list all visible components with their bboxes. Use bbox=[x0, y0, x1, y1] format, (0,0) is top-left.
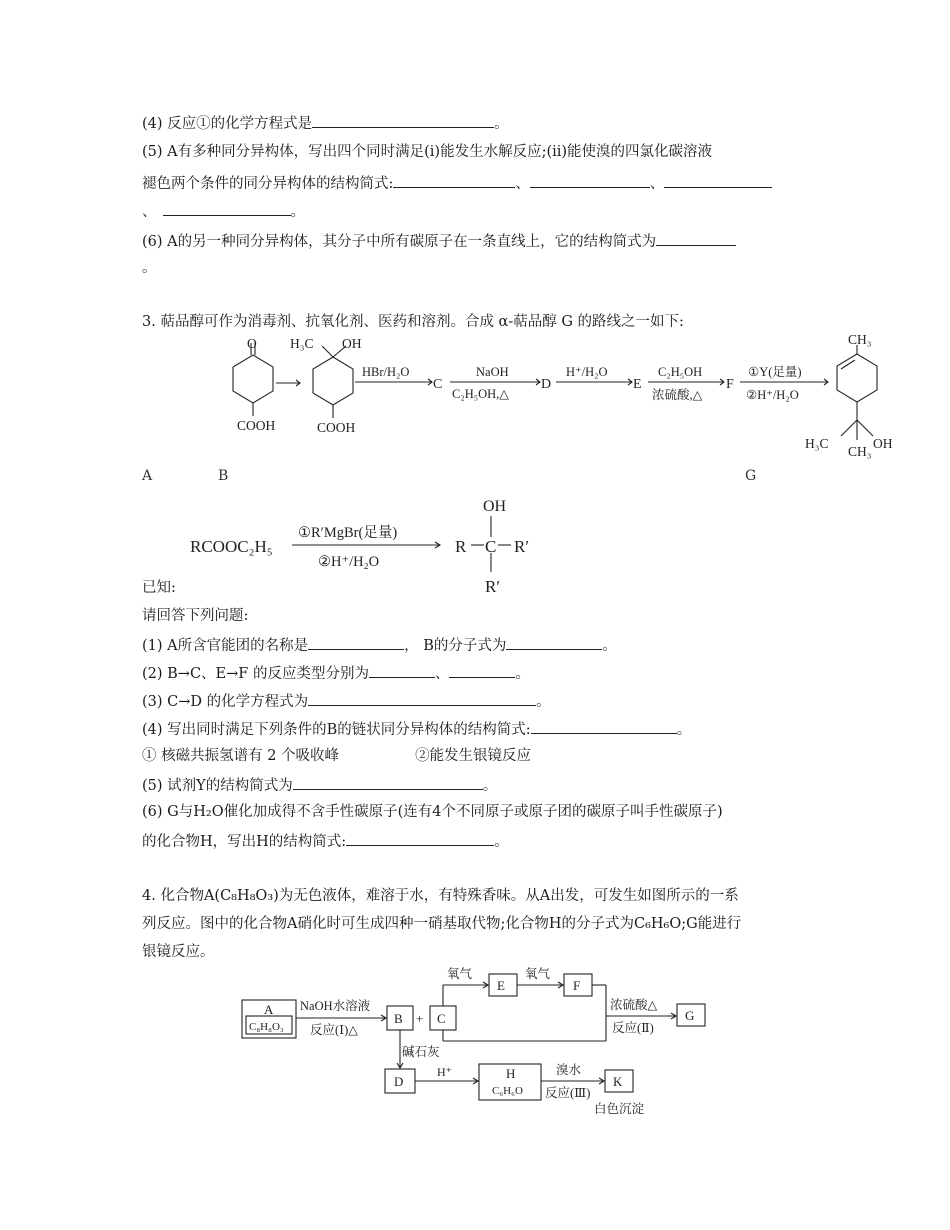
separator: 、 bbox=[434, 666, 450, 682]
flow-react1: 反应(Ⅰ)△ bbox=[310, 1023, 358, 1037]
product-c: C bbox=[485, 537, 497, 556]
a-cooh: COOH bbox=[237, 418, 276, 433]
answer-blank[interactable] bbox=[369, 662, 435, 678]
q4-flow-diagram bbox=[0, 960, 950, 1120]
q3-sub3 bbox=[142, 690, 551, 712]
answer-blank[interactable] bbox=[506, 634, 602, 650]
flow-d: D bbox=[394, 1074, 404, 1089]
q4-line1: 4. 化合物A(C₈H₈O₃)为无色液体，难溶于水，有特殊香味。从A出发，可发生如图所示的一系 bbox=[142, 888, 739, 904]
prev-q6-period: 。 bbox=[142, 260, 157, 276]
separator: 、 bbox=[515, 176, 530, 192]
g-ch3: CH₃ bbox=[848, 332, 872, 347]
reagent-hbr: HBr/H₂O bbox=[362, 365, 410, 379]
q4-line3: 银镜反应。 bbox=[142, 944, 215, 960]
flow-c: C bbox=[437, 1011, 446, 1026]
product-r-prime: R′ bbox=[514, 537, 530, 556]
period: 。 bbox=[515, 666, 530, 682]
period: 。 bbox=[482, 778, 498, 794]
q3-sub5 bbox=[142, 774, 497, 796]
condition-1: ① 核磁共振氢谱有 2 个吸收峰 bbox=[142, 748, 340, 764]
period: 。 bbox=[494, 116, 509, 132]
g-ch3b: CH₃ bbox=[848, 444, 872, 459]
q3-sub2 bbox=[142, 662, 530, 684]
ring-b bbox=[313, 357, 353, 405]
answer-blank[interactable] bbox=[312, 112, 494, 128]
reagent-h-water-2: ②H⁺/H₂O bbox=[746, 388, 799, 402]
answer-blank[interactable] bbox=[449, 662, 515, 678]
answer-blank[interactable] bbox=[664, 172, 772, 188]
flow-react3: 反应(Ⅲ) bbox=[545, 1086, 591, 1100]
separator: 、 bbox=[649, 176, 665, 192]
ester-reactant: RCOOC₂H₅ bbox=[190, 537, 273, 556]
g-oh: OH bbox=[873, 436, 893, 451]
answer-blank[interactable] bbox=[308, 634, 404, 650]
reagent-h2so4: 浓硫酸,△ bbox=[652, 388, 703, 402]
a-ketone-o: O bbox=[247, 336, 257, 351]
g-h3c: H₃C bbox=[805, 436, 829, 451]
q4-line2: 列反应。图中的化合物A硝化时可生成四种一硝基取代物;化合物H的分子式为C₆H₆O;G能进行 bbox=[142, 916, 742, 932]
product-oh: OH bbox=[483, 498, 507, 515]
separator: 、 bbox=[142, 204, 157, 220]
q3-sub6-line1: (6) G与H₂O催化加成得不含手性碳原子(连有4个不同原子或原子团的碳原子叫手性碳原子) bbox=[142, 804, 723, 820]
product-r: R bbox=[455, 537, 467, 556]
flow-a-formula: C₈H₈O₃ bbox=[249, 1021, 284, 1033]
prev-q5-line2 bbox=[142, 172, 772, 194]
period: 。 bbox=[602, 638, 617, 654]
prev-q6-line bbox=[142, 230, 736, 252]
q3-sub2-text: (2) B→C、E→F 的反应类型分别为 bbox=[142, 666, 369, 682]
period: 。 bbox=[536, 694, 551, 710]
b-oh: OH bbox=[342, 336, 362, 351]
compound-c: C bbox=[433, 377, 443, 392]
flow-e: E bbox=[497, 978, 505, 993]
ring-g bbox=[837, 354, 877, 402]
q3-sub3-text: (3) C→D 的化学方程式为 bbox=[142, 694, 309, 710]
q3-sub4-text: (4) 写出同时满足下列条件的B的链状同分异构体的结构简式: bbox=[142, 722, 531, 738]
ask-line: 请回答下列问题: bbox=[142, 608, 249, 624]
flow-h2so4: 浓硫酸△ bbox=[610, 998, 658, 1012]
label-a: A bbox=[142, 468, 153, 484]
answer-blank[interactable] bbox=[308, 690, 536, 706]
q3-conditions bbox=[142, 746, 531, 766]
answer-blank[interactable] bbox=[293, 774, 483, 790]
q3-intro: 3. 萜品醇可作为消毒剂、抗氧化剂、医药和溶剂。合成 α-萜品醇 G 的路线之一如下: bbox=[142, 314, 684, 330]
b-h3c: H₃C bbox=[290, 336, 314, 351]
flow-g: G bbox=[685, 1008, 695, 1023]
answer-blank[interactable] bbox=[346, 830, 494, 846]
flow-naoh: NaOH水溶液 bbox=[300, 999, 371, 1013]
compound-e: E bbox=[633, 377, 642, 392]
reagent-h-water: H⁺/H₂O bbox=[566, 365, 608, 379]
flow-plus: + bbox=[416, 1011, 424, 1026]
reagent-naoh: NaOH bbox=[476, 365, 509, 379]
condition-grignard: ①R′MgBr(足量) bbox=[298, 525, 398, 541]
ring-a bbox=[233, 355, 273, 403]
label-b: B bbox=[218, 468, 229, 484]
prev-q6-text: (6) A的另一种同分异构体，其分子中所有碳原子在一条直线上，它的结构简式为 bbox=[142, 234, 657, 250]
label-g: G bbox=[745, 468, 757, 484]
condition-2: ②能发生银镜反应 bbox=[415, 748, 532, 764]
q3-sub5-text: (5) 试剂Y的结构简式为 bbox=[142, 778, 293, 794]
prev-q5-text: 褪色两个条件的同分异构体的结构简式: bbox=[142, 176, 394, 192]
flow-white-ppt: 白色沉淀 bbox=[594, 1102, 645, 1116]
condition-acid: ②H⁺/H₂O bbox=[318, 554, 380, 570]
q3-sub1 bbox=[142, 634, 617, 656]
flow-b: B bbox=[394, 1011, 403, 1026]
flow-br-water: 溴水 bbox=[556, 1063, 582, 1077]
flow-h: H bbox=[506, 1066, 516, 1081]
answer-blank[interactable] bbox=[393, 172, 515, 188]
period: 。 bbox=[290, 204, 305, 220]
flow-soda-lime: 碱石灰 bbox=[402, 1045, 440, 1059]
flow-react2: 反应(Ⅱ) bbox=[612, 1021, 654, 1035]
q3-sub4 bbox=[142, 718, 691, 740]
answer-blank[interactable] bbox=[530, 172, 650, 188]
answer-blank[interactable] bbox=[531, 718, 677, 734]
compound-d: D bbox=[541, 377, 552, 392]
q3-sub6-text: 的化合物H，写出H的结构简式: bbox=[142, 834, 347, 850]
period: 。 bbox=[494, 834, 509, 850]
flow-o2-2: 氧气 bbox=[525, 967, 551, 981]
q3-sub1-mid: ， B的分子式为 bbox=[404, 638, 507, 654]
flow-a: A bbox=[264, 1002, 274, 1017]
flow-k: K bbox=[613, 1074, 623, 1089]
compound-f: F bbox=[726, 377, 734, 392]
b-cooh: COOH bbox=[317, 420, 356, 435]
flow-hplus: H⁺ bbox=[437, 1065, 452, 1079]
q3-synthesis-scheme bbox=[0, 330, 950, 470]
reagent-etoh-heat: C₂H₅OH,△ bbox=[452, 387, 509, 401]
prev-q5-line3 bbox=[142, 200, 305, 222]
flow-h-formula: C₆H₆O bbox=[492, 1085, 523, 1097]
prev-q4-text: (4) 反应①的化学方程式是 bbox=[142, 116, 313, 132]
prev-q5-line1: (5) A有多种同分异构体，写出四个同时满足(i)能发生水解反应;(ii)能使溴的四氯化碳溶液 bbox=[142, 144, 713, 160]
reagent-y: ①Y(足量) bbox=[748, 365, 802, 379]
period: 。 bbox=[676, 722, 692, 738]
reagent-etoh: C₂H₅OH bbox=[658, 365, 703, 379]
q3-sub1-text: (1) A所含官能团的名称是 bbox=[142, 638, 309, 654]
q3-sub6-line2 bbox=[142, 830, 509, 852]
answer-blank[interactable] bbox=[163, 200, 291, 216]
prev-q4-line bbox=[142, 112, 509, 134]
flow-f: F bbox=[573, 978, 581, 993]
flow-o2-1: 氧气 bbox=[447, 967, 473, 981]
known-label: 已知: bbox=[142, 580, 176, 596]
answer-blank[interactable] bbox=[656, 230, 736, 246]
product-r-prime-b: R′ bbox=[485, 577, 501, 596]
